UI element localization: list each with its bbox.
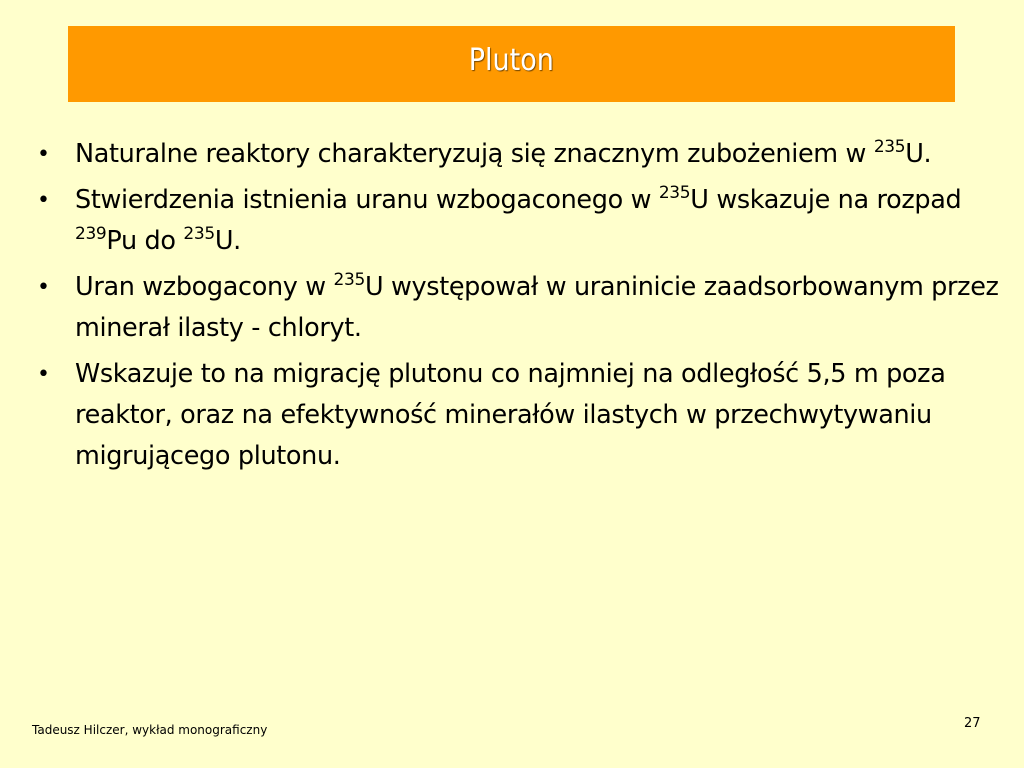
- bullet-text: U.: [905, 139, 932, 169]
- bullet-item-2: [30, 180, 1000, 262]
- bullet-text: Stwierdzenia istnienia uranu wzbogaconego w: [75, 185, 659, 215]
- bullet-text: Wskazuje to na migrację plutonu co najmniej na odległość 5,5 m poza reaktor, oraz na efektywność minerałów ilastych w przechwytywaniu migrującego plutonu.: [75, 359, 946, 471]
- isotope-number: 239: [75, 224, 107, 244]
- bullet-text: U wskazuje na rozpad: [690, 185, 962, 215]
- bullet-dot: •: [37, 275, 50, 300]
- bullet-item-4: [30, 354, 1000, 477]
- isotope-number: 235: [183, 224, 215, 244]
- footer-author: Tadeusz Hilczer, wykład monograficzny: [32, 723, 268, 737]
- bullet-dot: •: [37, 142, 50, 167]
- isotope-number: 235: [333, 270, 365, 290]
- bullet-text: U.: [214, 226, 241, 256]
- bullet-dot: •: [37, 188, 50, 213]
- page-number: 27: [964, 716, 981, 731]
- bullet-text: U występował w uraninicie zaadsorbowanym przez minerał ilasty - chloryt.: [75, 272, 999, 343]
- bullet-text: Naturalne reaktory charakteryzują się znacznym zubożeniem w: [75, 139, 874, 169]
- bullet-dot: •: [37, 362, 50, 387]
- bullet-text: Uran wzbogacony w: [75, 272, 334, 302]
- isotope-number: 235: [658, 183, 691, 203]
- bullet-item-3: [30, 267, 1000, 349]
- slide-title: Pluton: [468, 42, 555, 78]
- isotope-number: 235: [873, 137, 906, 157]
- bullet-text: Pu do: [106, 226, 184, 256]
- bullet-item-1: [30, 134, 1000, 175]
- title-bar: [68, 26, 955, 102]
- bullet-list: [30, 134, 1000, 482]
